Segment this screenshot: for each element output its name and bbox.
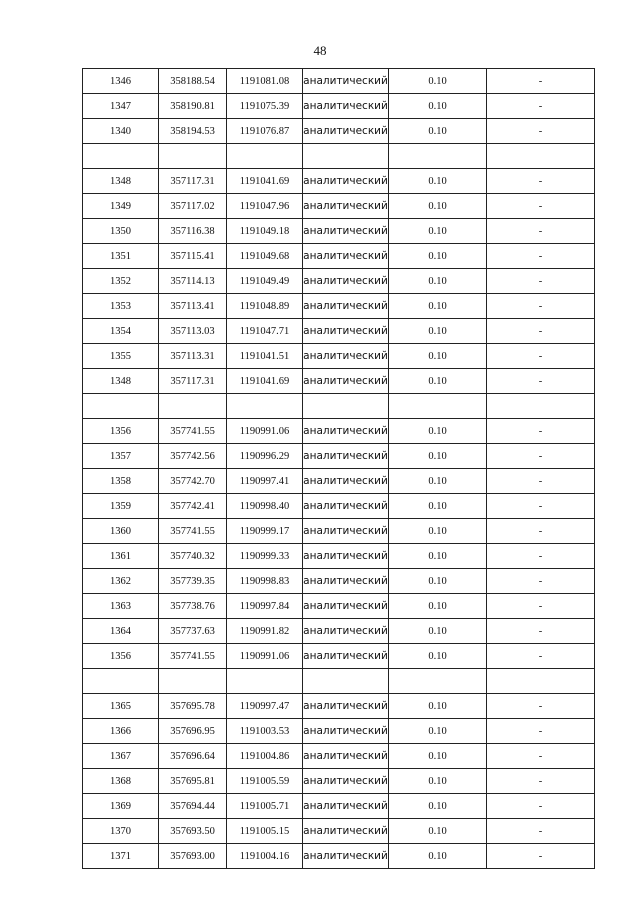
table-row [83,794,595,819]
point-number-cell: 1361 [83,544,159,569]
accuracy-cell [389,394,487,419]
accuracy-cell: 0.10 [389,344,487,369]
accuracy-cell: 0.10 [389,644,487,669]
method-cell: аналитический [303,369,389,394]
method-cell: аналитический [303,519,389,544]
y-coordinate-cell: 1191047.96 [227,194,303,219]
table-row [83,844,595,869]
accuracy-cell: 0.10 [389,69,487,94]
table-row [83,519,595,544]
table-row [83,444,595,469]
accuracy-cell: 0.10 [389,694,487,719]
table-row [83,719,595,744]
method-cell: аналитический [303,94,389,119]
method-cell: аналитический [303,744,389,769]
y-coordinate-cell: 1191049.18 [227,219,303,244]
note-cell: - [487,269,595,294]
y-coordinate-cell: 1190997.41 [227,469,303,494]
point-number-cell: 1356 [83,644,159,669]
note-cell [487,669,595,694]
x-coordinate-cell: 358194.53 [159,119,227,144]
x-coordinate-cell: 357693.00 [159,844,227,869]
table-row [83,419,595,444]
point-number-cell: 1356 [83,419,159,444]
table-row [83,494,595,519]
method-cell: аналитический [303,569,389,594]
point-number-cell: 1368 [83,769,159,794]
accuracy-cell: 0.10 [389,219,487,244]
accuracy-cell: 0.10 [389,294,487,319]
note-cell [487,394,595,419]
method-cell: аналитический [303,294,389,319]
point-number-cell: 1371 [83,844,159,869]
method-cell: аналитический [303,219,389,244]
accuracy-cell: 0.10 [389,319,487,344]
accuracy-cell: 0.10 [389,444,487,469]
method-cell: аналитический [303,694,389,719]
x-coordinate-cell: 357739.35 [159,569,227,594]
point-number-cell: 1352 [83,269,159,294]
x-coordinate-cell: 357737.63 [159,619,227,644]
accuracy-cell: 0.10 [389,369,487,394]
y-coordinate-cell: 1191081.08 [227,69,303,94]
y-coordinate-cell: 1191041.69 [227,169,303,194]
note-cell: - [487,169,595,194]
table-row [83,619,595,644]
table-body [83,69,595,869]
x-coordinate-cell: 357696.64 [159,744,227,769]
table-row [83,244,595,269]
method-cell: аналитический [303,119,389,144]
y-coordinate-cell: 1191005.15 [227,819,303,844]
accuracy-cell: 0.10 [389,719,487,744]
table-row [83,644,595,669]
point-number-cell: 1370 [83,819,159,844]
y-coordinate-cell: 1191076.87 [227,119,303,144]
y-coordinate-cell: 1191049.68 [227,244,303,269]
note-cell: - [487,69,595,94]
method-cell [303,144,389,169]
page-number: 48 [313,43,327,58]
separator-row [83,394,595,419]
point-number-cell: 1351 [83,244,159,269]
y-coordinate-cell: 1191047.71 [227,319,303,344]
point-number-cell: 1357 [83,444,159,469]
method-cell: аналитический [303,819,389,844]
table-row [83,569,595,594]
method-cell: аналитический [303,719,389,744]
point-number-cell: 1340 [83,119,159,144]
accuracy-cell [389,669,487,694]
y-coordinate-cell [227,394,303,419]
x-coordinate-cell: 357115.41 [159,244,227,269]
x-coordinate-cell [159,144,227,169]
note-cell: - [487,244,595,269]
point-number-cell: 1364 [83,619,159,644]
method-cell: аналитический [303,644,389,669]
y-coordinate-cell: 1191004.16 [227,844,303,869]
table-row [83,94,595,119]
point-number-cell: 1362 [83,569,159,594]
accuracy-cell [389,144,487,169]
table-row [83,194,595,219]
accuracy-cell: 0.10 [389,269,487,294]
y-coordinate-cell: 1190997.84 [227,594,303,619]
accuracy-cell: 0.10 [389,619,487,644]
y-coordinate-cell: 1190999.17 [227,519,303,544]
method-cell: аналитический [303,194,389,219]
method-cell: аналитический [303,594,389,619]
method-cell: аналитический [303,844,389,869]
note-cell: - [487,319,595,344]
method-cell: аналитический [303,544,389,569]
accuracy-cell: 0.10 [389,244,487,269]
accuracy-cell: 0.10 [389,519,487,544]
y-coordinate-cell: 1190999.33 [227,544,303,569]
method-cell: аналитический [303,494,389,519]
x-coordinate-cell: 357695.81 [159,769,227,794]
x-coordinate-cell: 357695.78 [159,694,227,719]
method-cell: аналитический [303,794,389,819]
note-cell: - [487,769,595,794]
accuracy-cell: 0.10 [389,769,487,794]
method-cell: аналитический [303,769,389,794]
x-coordinate-cell: 357694.44 [159,794,227,819]
x-coordinate-cell: 357113.41 [159,294,227,319]
accuracy-cell: 0.10 [389,794,487,819]
note-cell: - [487,494,595,519]
method-cell [303,394,389,419]
y-coordinate-cell: 1190991.06 [227,419,303,444]
x-coordinate-cell: 357693.50 [159,819,227,844]
x-coordinate-cell: 357117.02 [159,194,227,219]
note-cell: - [487,819,595,844]
y-coordinate-cell: 1191005.71 [227,794,303,819]
table-row [83,344,595,369]
point-number-cell [83,394,159,419]
point-number-cell: 1366 [83,719,159,744]
accuracy-cell: 0.10 [389,569,487,594]
y-coordinate-cell: 1190998.83 [227,569,303,594]
y-coordinate-cell: 1191041.69 [227,369,303,394]
x-coordinate-cell [159,394,227,419]
table-row [83,294,595,319]
point-number-cell: 1365 [83,694,159,719]
y-coordinate-cell [227,144,303,169]
table-row [83,369,595,394]
method-cell: аналитический [303,169,389,194]
x-coordinate-cell: 357741.55 [159,644,227,669]
separator-row [83,669,595,694]
note-cell: - [487,594,595,619]
table-row [83,319,595,344]
note-cell: - [487,419,595,444]
note-cell: - [487,119,595,144]
x-coordinate-cell: 357117.31 [159,169,227,194]
note-cell: - [487,344,595,369]
x-coordinate-cell: 357113.31 [159,344,227,369]
x-coordinate-cell [159,669,227,694]
coordinates-table [82,68,595,869]
accuracy-cell: 0.10 [389,844,487,869]
x-coordinate-cell: 358188.54 [159,69,227,94]
table-row [83,544,595,569]
table-row [83,769,595,794]
note-cell: - [487,694,595,719]
y-coordinate-cell: 1191049.49 [227,269,303,294]
y-coordinate-cell [227,669,303,694]
point-number-cell [83,144,159,169]
note-cell: - [487,94,595,119]
x-coordinate-cell: 357738.76 [159,594,227,619]
method-cell [303,669,389,694]
point-number-cell: 1348 [83,169,159,194]
point-number-cell: 1349 [83,194,159,219]
method-cell: аналитический [303,319,389,344]
x-coordinate-cell: 357742.56 [159,444,227,469]
note-cell: - [487,744,595,769]
table-row [83,594,595,619]
accuracy-cell: 0.10 [389,594,487,619]
separator-row [83,144,595,169]
method-cell: аналитический [303,269,389,294]
point-number-cell: 1358 [83,469,159,494]
point-number-cell: 1354 [83,319,159,344]
y-coordinate-cell: 1190996.29 [227,444,303,469]
point-number-cell: 1355 [83,344,159,369]
method-cell: аналитический [303,444,389,469]
point-number-cell: 1363 [83,594,159,619]
y-coordinate-cell: 1191003.53 [227,719,303,744]
x-coordinate-cell: 357742.41 [159,494,227,519]
point-number-cell [83,669,159,694]
x-coordinate-cell: 357117.31 [159,369,227,394]
table-row [83,69,595,94]
note-cell: - [487,194,595,219]
table-row [83,119,595,144]
note-cell: - [487,469,595,494]
point-number-cell: 1369 [83,794,159,819]
x-coordinate-cell: 357741.55 [159,419,227,444]
y-coordinate-cell: 1191048.89 [227,294,303,319]
y-coordinate-cell: 1190991.82 [227,619,303,644]
x-coordinate-cell: 357114.13 [159,269,227,294]
method-cell: аналитический [303,69,389,94]
accuracy-cell: 0.10 [389,494,487,519]
point-number-cell: 1347 [83,94,159,119]
note-cell: - [487,569,595,594]
point-number-cell: 1367 [83,744,159,769]
x-coordinate-cell: 357113.03 [159,319,227,344]
point-number-cell: 1359 [83,494,159,519]
table-row [83,469,595,494]
y-coordinate-cell: 1191041.51 [227,344,303,369]
y-coordinate-cell: 1191004.86 [227,744,303,769]
accuracy-cell: 0.10 [389,419,487,444]
method-cell: аналитический [303,619,389,644]
y-coordinate-cell: 1190991.06 [227,644,303,669]
table-row [83,169,595,194]
x-coordinate-cell: 357696.95 [159,719,227,744]
note-cell: - [487,719,595,744]
x-coordinate-cell: 357741.55 [159,519,227,544]
table-row [83,269,595,294]
accuracy-cell: 0.10 [389,544,487,569]
table-row [83,694,595,719]
accuracy-cell: 0.10 [389,194,487,219]
accuracy-cell: 0.10 [389,94,487,119]
method-cell: аналитический [303,469,389,494]
note-cell: - [487,644,595,669]
note-cell: - [487,794,595,819]
accuracy-cell: 0.10 [389,119,487,144]
table-row [83,744,595,769]
point-number-cell: 1360 [83,519,159,544]
x-coordinate-cell: 357742.70 [159,469,227,494]
y-coordinate-cell: 1191075.39 [227,94,303,119]
x-coordinate-cell: 357740.32 [159,544,227,569]
point-number-cell: 1348 [83,369,159,394]
note-cell: - [487,219,595,244]
method-cell: аналитический [303,244,389,269]
note-cell: - [487,369,595,394]
accuracy-cell: 0.10 [389,819,487,844]
point-number-cell: 1346 [83,69,159,94]
y-coordinate-cell: 1190997.47 [227,694,303,719]
note-cell: - [487,444,595,469]
note-cell: - [487,844,595,869]
table-row [83,219,595,244]
note-cell: - [487,294,595,319]
note-cell [487,144,595,169]
y-coordinate-cell: 1190998.40 [227,494,303,519]
method-cell: аналитический [303,419,389,444]
x-coordinate-cell: 358190.81 [159,94,227,119]
accuracy-cell: 0.10 [389,469,487,494]
table-row [83,819,595,844]
y-coordinate-cell: 1191005.59 [227,769,303,794]
accuracy-cell: 0.10 [389,744,487,769]
point-number-cell: 1353 [83,294,159,319]
point-number-cell: 1350 [83,219,159,244]
accuracy-cell: 0.10 [389,169,487,194]
note-cell: - [487,519,595,544]
note-cell: - [487,544,595,569]
x-coordinate-cell: 357116.38 [159,219,227,244]
note-cell: - [487,619,595,644]
method-cell: аналитический [303,344,389,369]
